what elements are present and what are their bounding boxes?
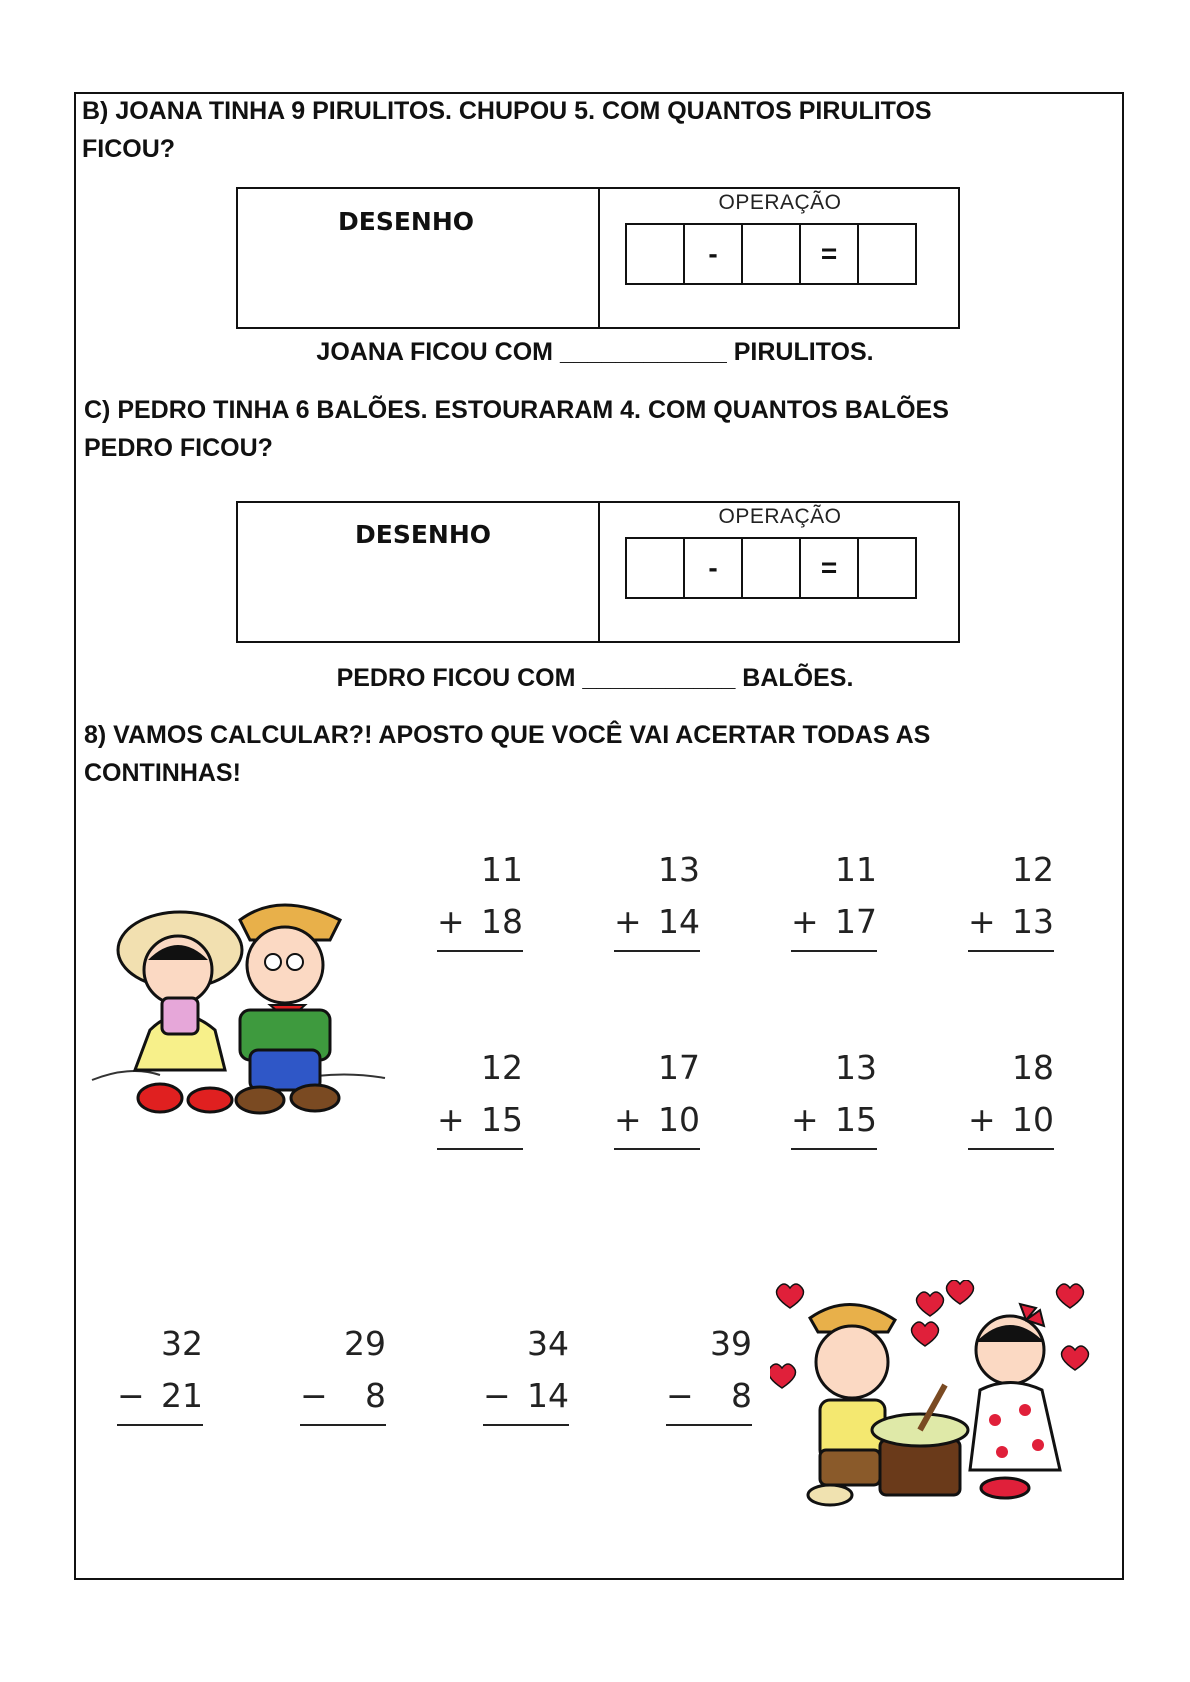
question-8-text [84,716,930,792]
minus-sign: - [683,537,743,599]
draw-area-label: DESENHO [355,520,492,549]
question-c-line1: C) PEDRO TINHA 6 BALÕES. ESTOURARAM 4. COM QUANTOS BALÕES [84,396,949,424]
top-number: 29 [344,1324,386,1363]
minus-sign: − [117,1376,145,1415]
plus-sign: + [614,1100,642,1139]
kids-walking-illustration [90,880,390,1120]
bottom-number: 13 [1012,902,1054,941]
plus-sign: + [437,1100,465,1139]
addition-problem-7 [791,1048,877,1150]
top-number: 13 [658,850,700,889]
bottom-number: 10 [658,1100,700,1139]
question-8-line1: 8) VAMOS CALCULAR?! APOSTO QUE VOCÊ VAI ACERTAR TODAS AS [84,721,931,749]
difference-line [666,1424,752,1426]
addition-problem-5 [437,1048,523,1150]
minus-sign: − [300,1376,328,1415]
question-c-work-box [236,501,960,643]
difference-line [117,1424,203,1426]
sum-line [968,1148,1054,1150]
bottom-number: 8 [731,1376,752,1415]
equals-sign: = [799,537,859,599]
addition-problem-8 [968,1048,1054,1150]
plus-sign: + [791,902,819,941]
top-number: 12 [1012,850,1054,889]
addition-problem-4 [968,850,1054,952]
sum-line [968,950,1054,952]
operation-cells [625,537,915,599]
top-number: 11 [481,850,523,889]
sum-line [437,1148,523,1150]
question-b-text [82,92,932,168]
top-number: 39 [710,1324,752,1363]
operand-cell-2[interactable] [741,223,801,285]
bottom-number: 10 [1012,1100,1054,1139]
addition-problem-6 [614,1048,700,1150]
top-number: 11 [835,850,877,889]
question-b-line1: B) JOANA TINHA 9 PIRULITOS. CHUPOU 5. COM QUANTOS PIRULITOS [82,97,932,125]
operand-cell-1[interactable] [625,537,685,599]
sum-line [614,1148,700,1150]
subtraction-problem-1 [117,1324,203,1426]
plus-sign: + [437,902,465,941]
bottom-number: 18 [481,902,523,941]
subtraction-problem-3 [483,1324,569,1426]
result-cell[interactable] [857,537,917,599]
question-b-answer: JOANA FICOU COM ____________ PIRULITOS. [316,338,874,366]
difference-line [300,1424,386,1426]
addition-problem-2 [614,850,700,952]
operand-cell-2[interactable] [741,537,801,599]
minus-sign: − [483,1376,511,1415]
top-number: 17 [658,1048,700,1087]
plus-sign: + [968,1100,996,1139]
plus-sign: + [791,1100,819,1139]
question-b-line2: FICOU? [82,135,176,163]
bottom-number: 15 [835,1100,877,1139]
top-number: 18 [1012,1048,1054,1087]
kids-cooking-illustration [770,1280,1110,1510]
operation-label: OPERAÇÃO [718,191,842,214]
minus-sign: − [666,1376,694,1415]
minus-sign: - [683,223,743,285]
operation-label: OPERAÇÃO [718,505,842,528]
subtraction-problem-2 [300,1324,386,1426]
top-number: 12 [481,1048,523,1087]
result-cell[interactable] [857,223,917,285]
bottom-number: 14 [658,902,700,941]
difference-line [483,1424,569,1426]
plus-sign: + [968,902,996,941]
bottom-number: 8 [365,1376,386,1415]
bottom-number: 14 [527,1376,569,1415]
addition-problem-1 [437,850,523,952]
question-b-work-box [236,187,960,329]
draw-area-label: DESENHO [338,207,475,236]
addition-problem-3 [791,850,877,952]
question-c-line2: PEDRO FICOU? [84,434,273,462]
sum-line [791,1148,877,1150]
question-8-line2: CONTINHAS! [84,759,241,787]
plus-sign: + [614,902,642,941]
top-number: 13 [835,1048,877,1087]
sum-line [437,950,523,952]
sum-line [791,950,877,952]
sum-line [614,950,700,952]
equals-sign: = [799,223,859,285]
operand-cell-1[interactable] [625,223,685,285]
question-c-answer: PEDRO FICOU COM ___________ BALÕES. [336,664,854,692]
operation-cells [625,223,915,285]
subtraction-problem-4 [666,1324,752,1426]
bottom-number: 17 [835,902,877,941]
top-number: 32 [161,1324,203,1363]
bottom-number: 21 [161,1376,203,1415]
top-number: 34 [527,1324,569,1363]
bottom-number: 15 [481,1100,523,1139]
question-c-text [84,391,949,467]
